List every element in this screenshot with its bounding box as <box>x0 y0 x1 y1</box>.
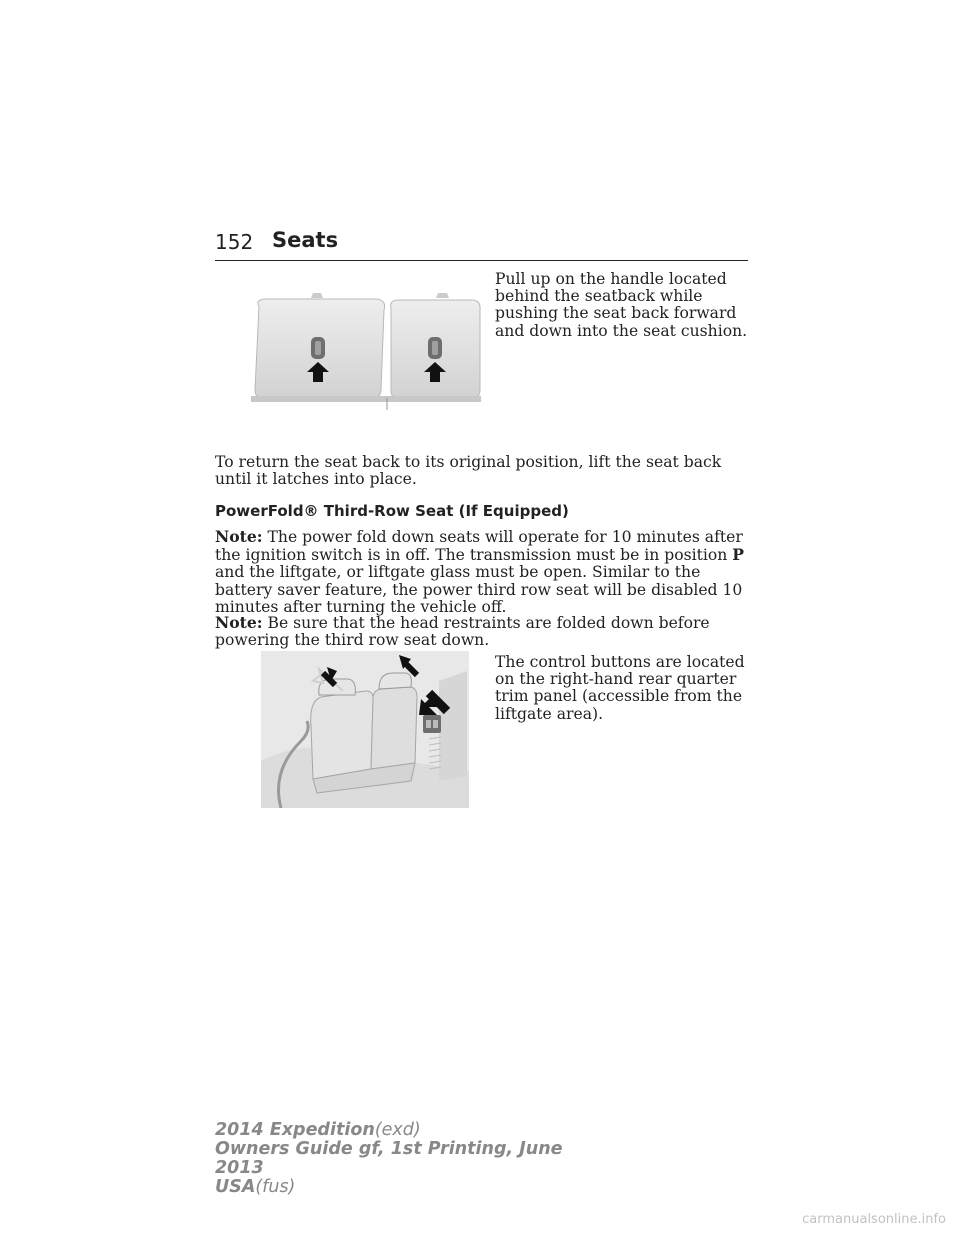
seat-handle-right <box>428 337 442 359</box>
footer-line1: 2014 Expedition(exd) <box>215 1120 421 1140</box>
watermark: carmanualsonline.info <box>802 1212 946 1227</box>
control-buttons <box>423 715 441 733</box>
note-head-restraints <box>215 614 750 649</box>
note-label: Note: <box>215 527 263 546</box>
page-header <box>215 226 748 261</box>
note-text: Be sure that the head restraints are folded down before powering the third row seat down. <box>215 614 710 650</box>
page-number: 152 <box>215 230 254 254</box>
transmission-position: P <box>732 545 745 565</box>
third-row-seat-illustration <box>261 651 469 808</box>
figure1-caption: Pull up on the handle located behind the seatback while pushing the seat back forward and down into the seat cushion. <box>495 270 748 340</box>
footer-line3: USA(fus) <box>215 1177 296 1197</box>
footer-line2: Owners Guide gf, 1st Printing, June 2013 <box>215 1139 563 1178</box>
seatback-handle-illustration <box>251 290 481 410</box>
note-label: Note: <box>215 613 263 632</box>
note-power-fold-timing <box>215 528 750 616</box>
section-title: Seats <box>272 228 339 252</box>
note-text: and the liftgate, or liftgate glass must be open. Similar to the battery saver feature, the power third row seat will be disabled 10 minutes after turning the vehicle off. <box>215 563 743 616</box>
paragraph-return-seat: To return the seat back to its original position, lift the seat back until it latches into place. <box>215 453 722 489</box>
subheading-powerfold: PowerFold® Third-Row Seat (If Equipped) <box>215 502 569 520</box>
figure2-caption: The control buttons are located on the right-hand rear quarter trim panel (accessible from the liftgate area). <box>495 653 745 723</box>
note-text: The power fold down seats will operate for 10 minutes after the ignition switch is in off. The transmission must be in position <box>215 528 743 565</box>
seat-handle-left <box>311 337 325 359</box>
document-footer <box>215 1121 615 1197</box>
